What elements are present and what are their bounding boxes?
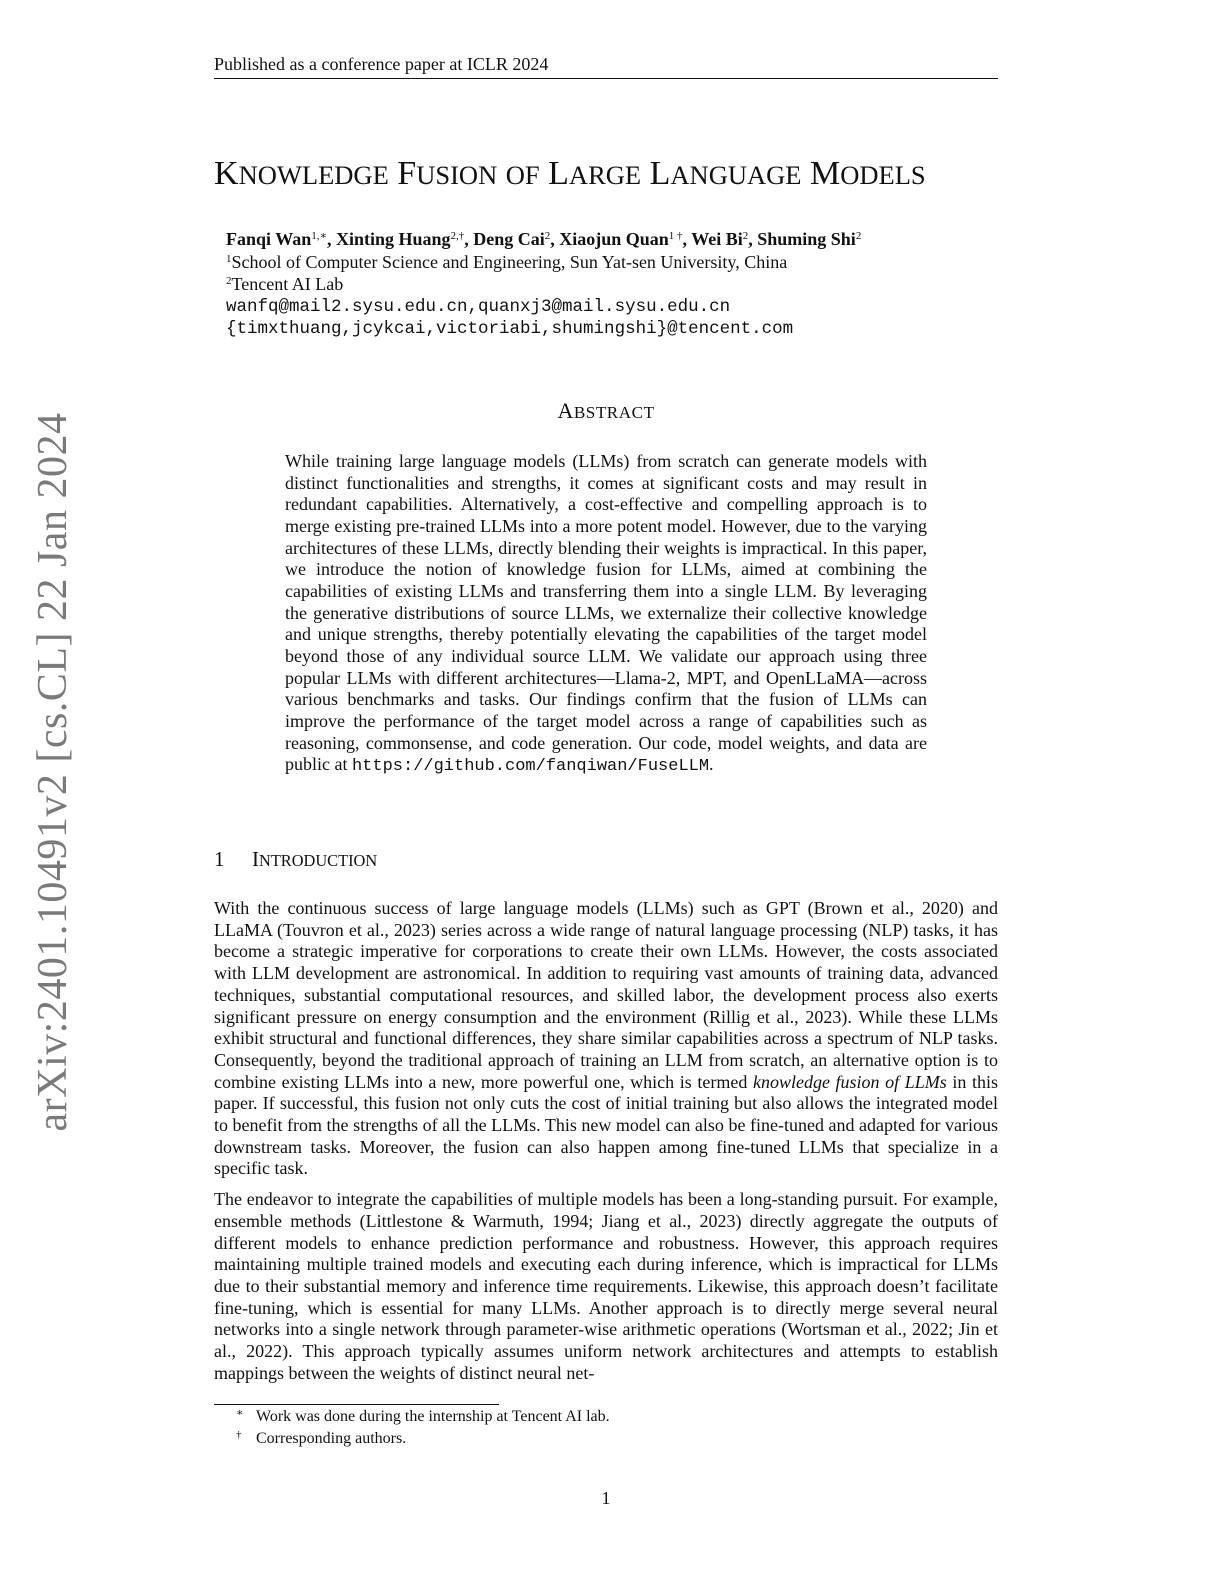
abstract-body — [285, 451, 927, 778]
email-line-2: {timxthuang,jcykcai,victoriabi,shumingshi}@tencent.com — [226, 319, 794, 339]
author-affiliation-mark: 2 — [855, 230, 862, 242]
author-name: Fanqi Wan — [226, 229, 312, 249]
intro-paragraph-2: The endeavor to integrate the capabilities of multiple models has been a long-standing pursuit. For example, ensemble methods (Littlestone & Warmuth, 1994; Jiang et al., 2023) directly aggregate the outputs of different models to enhance prediction performance and robustness. However, this approach requires maintaining multiple trained models and executing each during inference, which is impractical for LLMs due to their substantial memory and inference time requirements. Likewise, this approach doesn’t facilitate fine-tuning, which is essential for many LLMs. Another approach is to directly merge several neural networks into a single network through parameter-wise arithmetic operations (Wortsman et al., 2022; Jin et al., 2022). This approach typically assumes uniform network architectures and attempts to establish mappings between the weights of distinct neural net- — [214, 1189, 998, 1383]
abstract-text: While training large language models (LLMs) from scratch can generate models with distinct functionalities and strengths, it comes at significant costs and may result in redundant capabilities. Alternatively, a cost-effective and compelling approach is to merge existing pre-trained LLMs into a more potent model. However, due to the varying architectures of these LLMs, directly blending their weights is impractical. In this paper, we introduce the notion of knowledge fusion for LLMs, aimed at combining the capabilities of existing LLMs and transferring them into a single LLM. By leveraging the generative distributions of source LLMs, we externalize their collective knowledge and unique strengths, thereby potentially elevating the capabilities of the target model beyond those of any individual source LLM. We validate our approach using three popular LLMs with different architectures—Llama-2, MPT, and OpenLLaMA—across various benchmarks and tasks. Our findings confirm that the fusion of LLMs can improve the performance of the target model across a range of capabilities such as reasoning, commonsense, and code generation. Our code, model weights, and data are public at — [285, 451, 927, 775]
author-name: Xiaojun Quan — [559, 229, 669, 249]
paper-title — [214, 152, 998, 197]
affiliation-1-mark: 1 — [226, 252, 232, 265]
author-name: Wei Bi — [691, 229, 743, 249]
author-name: Deng Cai — [473, 229, 545, 249]
abstract-heading-text: ABSTRACT — [557, 398, 655, 423]
arxiv-identifier: arXiv:2401.10491v2 [cs.CL] 22 Jan 2024 — [30, 412, 76, 1132]
running-header: Published as a conference paper at ICLR 2024 — [214, 52, 998, 79]
abstract-end: . — [709, 754, 714, 775]
footnote-2: † Corresponding authors. — [236, 1429, 407, 1447]
footnote-rule — [214, 1404, 499, 1405]
email-line-1: wanfq@mail2.sysu.edu.cn,quanxj3@mail.sysu.edu.cn — [226, 296, 731, 317]
section-number: 1 — [214, 847, 225, 871]
section-title: INTRODUCTION — [252, 847, 378, 871]
introduction-body — [214, 898, 998, 1393]
intro-p1-text-b: in this paper. If successful, this fusion not only cuts the cost of initial training but also allows the integrated model to benefit from the strengths of all the LLMs. This new model can also be fine-tuned and adapted for various downstream tasks. Moreover, the fusion can also happen among fine-tuned LLMs that specialize in a specific task. — [214, 1071, 998, 1179]
author-affiliation-mark: 1,∗ — [311, 230, 327, 242]
page-number: 1 — [601, 1488, 611, 1508]
footnote-1-text: Work was done during the internship at Tencent AI lab. — [256, 1408, 610, 1425]
affiliation-2 — [226, 273, 1006, 296]
intro-p1-text-a: With the continuous success of large language models (LLMs) such as GPT (Brown et al., 2020) and LLaMA (Touvron et al., 2023) series across a wide range of natural language processing (NLP) tasks, it has become a strategic imperative for corporations to create their own LLMs. However, the costs associated with LLM development are astronomical. In addition to requiring vast amounts of training data, advanced techniques, substantial computational resources, and skilled labor, the development process also exerts significant pressure on energy consumption and the environment (Rillig et al., 2023). While these LLMs exhibit structural and functional differences, they share similar capabilities across a spectrum of NLP tasks. Consequently, beyond the traditional approach of training an LLM from scratch, an alternative option is to combine existing LLMs into a new, more powerful one, which is termed — [214, 898, 998, 1092]
author-affiliation-mark: 2 — [742, 230, 749, 242]
author-affiliation-mark: 1 † — [668, 230, 683, 242]
affiliation-2-text: Tencent AI Lab — [231, 274, 344, 294]
footnote-1: ∗ Work was done during the internship at Tencent AI lab. — [236, 1407, 610, 1425]
author-affiliation-mark: 2 — [544, 230, 551, 242]
affiliation-1 — [226, 251, 1006, 274]
abstract-heading — [214, 397, 998, 427]
author-name: Shuming Shi — [757, 229, 856, 249]
footnotes — [236, 1406, 936, 1450]
author-name: Xinting Huang — [335, 229, 451, 249]
footnote-2-text: Corresponding authors. — [256, 1430, 407, 1447]
affiliation-1-text: School of Computer Science and Engineering, Sun Yat-sen University, China — [231, 251, 788, 272]
author-affiliation-mark: 2,† — [450, 230, 465, 242]
intro-paragraph-1 — [214, 898, 998, 1180]
code-url-link[interactable]: https://github.com/fanqiwan/FuseLLM — [351, 757, 710, 777]
paper-title-text: KNOWLEDGE FUSION OF LARGE LANGUAGE MODELS — [214, 155, 926, 192]
author-block — [226, 228, 1006, 341]
author-names: Fanqi Wan$^{1,∗}$, Xinting Huang$^{2,\dagger}$, Deng Cai$^2$, Xiaojun Quan$^{1 \dagger}$, Wei Bi$^2$, Shuming Shi$^2$ — [226, 229, 862, 249]
intro-p1-emphasis: knowledge fusion of LLMs — [752, 1071, 947, 1092]
section-heading-introduction — [214, 846, 998, 874]
affiliation-2-mark: 2 — [226, 275, 232, 287]
